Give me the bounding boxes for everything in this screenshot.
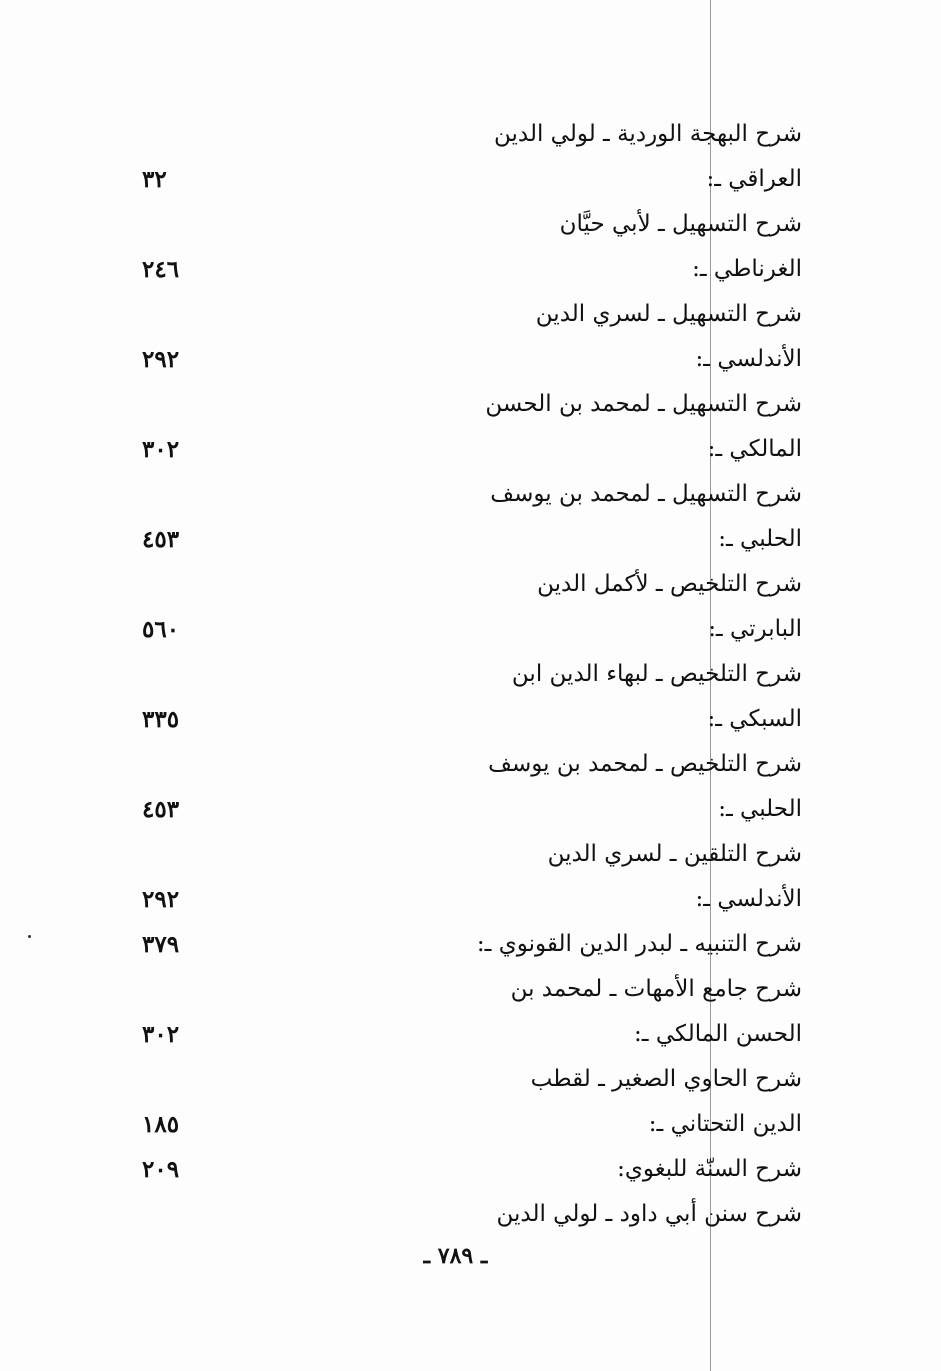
index-entry [120, 202, 802, 292]
entry-title [472, 202, 802, 292]
entry-title-line: الأندلسي ـ: [695, 886, 802, 912]
index-entry [120, 112, 802, 202]
entry-title-line: شرح السنّة للبغوي: [617, 1156, 802, 1182]
entry-title-line: شرح التلخيص ـ لأكمل الدين [537, 571, 802, 597]
entry-title-line: البابرتي ـ: [708, 616, 802, 642]
entry-page-number: ٣٠٢ [142, 436, 180, 463]
entry-title-line: العراقي ـ: [706, 166, 802, 192]
entry-title [472, 292, 802, 382]
entry-page-number: ٣٢ [142, 166, 167, 193]
entry-title-line: المالكي ـ: [707, 436, 802, 462]
entry-title-line: السبكي ـ: [707, 706, 802, 732]
index-entry [120, 967, 802, 1057]
entry-title [472, 832, 802, 922]
entry-page-number: ٢٩٢ [142, 886, 180, 913]
entry-page-number: ٥٦٠ [142, 616, 180, 643]
entry-title-line: الدين التحتاني ـ: [648, 1111, 802, 1137]
index-entry [120, 472, 802, 562]
index-entry [120, 1057, 802, 1147]
entry-title-line: شرح التلخيص ـ لمحمد بن يوسف [488, 751, 802, 777]
scan-speck [28, 935, 31, 938]
entry-title-line: الحسن المالكي ـ: [634, 1021, 802, 1047]
entry-page-number: ٣٠٢ [142, 1021, 180, 1048]
entry-title [472, 652, 802, 742]
entry-title-line: شرح التسهيل ـ لمحمد بن يوسف [490, 481, 802, 507]
entry-title-line: شرح سنن أبي داود ـ لولي الدين [496, 1201, 802, 1227]
index-entry [120, 562, 802, 652]
entry-title-line: الحلبي ـ: [718, 526, 802, 552]
index-entry [120, 1192, 802, 1237]
index-entry [120, 742, 802, 832]
entry-title-line: شرح التلقين ـ لسري الدين [547, 841, 802, 867]
entry-page-number: ٣٧٩ [142, 931, 180, 958]
entry-title [472, 112, 802, 202]
entry-title-line: شرح جامع الأمهات ـ لمحمد بن [510, 976, 802, 1002]
entry-title [472, 922, 802, 967]
index-entry [120, 382, 802, 472]
entry-title-line: شرح التسهيل ـ لسري الدين [535, 301, 802, 327]
index-entry [120, 652, 802, 742]
entry-title [472, 472, 802, 562]
entry-title [472, 1192, 802, 1237]
index-entry [120, 292, 802, 382]
entry-title-line: شرح التلخيص ـ لبهاء الدين ابن [511, 661, 802, 687]
entry-title [472, 742, 802, 832]
entry-title-line: شرح التسهيل ـ لمحمد بن الحسن [485, 391, 802, 417]
entry-title-line: شرح الحاوي الصغير ـ لقطب [530, 1066, 802, 1092]
entry-title [472, 562, 802, 652]
index-entry [120, 922, 802, 967]
entry-page-number: ٢٩٢ [142, 346, 180, 373]
entry-page-number: ١٨٥ [142, 1111, 180, 1138]
entry-page-number: ٤٥٣ [142, 796, 180, 823]
index-entry [120, 1147, 802, 1192]
index-list [120, 112, 802, 1237]
entry-title [472, 1147, 802, 1192]
entry-title [472, 1057, 802, 1147]
entry-title-line: شرح التسهيل ـ لأبي حيَّان [559, 211, 802, 237]
entry-page-number: ٤٥٣ [142, 526, 180, 553]
entry-title [472, 967, 802, 1057]
entry-title-line: شرح التنبيه ـ لبدر الدين القونوي ـ: [476, 931, 802, 957]
page-number: ـ ٧٨٩ ـ [423, 1243, 488, 1269]
entry-page-number: ٢٠٩ [142, 1156, 180, 1183]
entry-title-line: الأندلسي ـ: [695, 346, 802, 372]
entry-title-line: الغرناطي ـ: [692, 256, 802, 282]
entry-title-line: شرح البهجة الوردية ـ لولي الدين [493, 121, 802, 147]
entry-title-line: الحلبي ـ: [718, 796, 802, 822]
entry-page-number: ٣٣٥ [142, 706, 180, 733]
index-entry [120, 832, 802, 922]
entry-title [472, 382, 802, 472]
entry-page-number: ٢٤٦ [142, 256, 180, 283]
